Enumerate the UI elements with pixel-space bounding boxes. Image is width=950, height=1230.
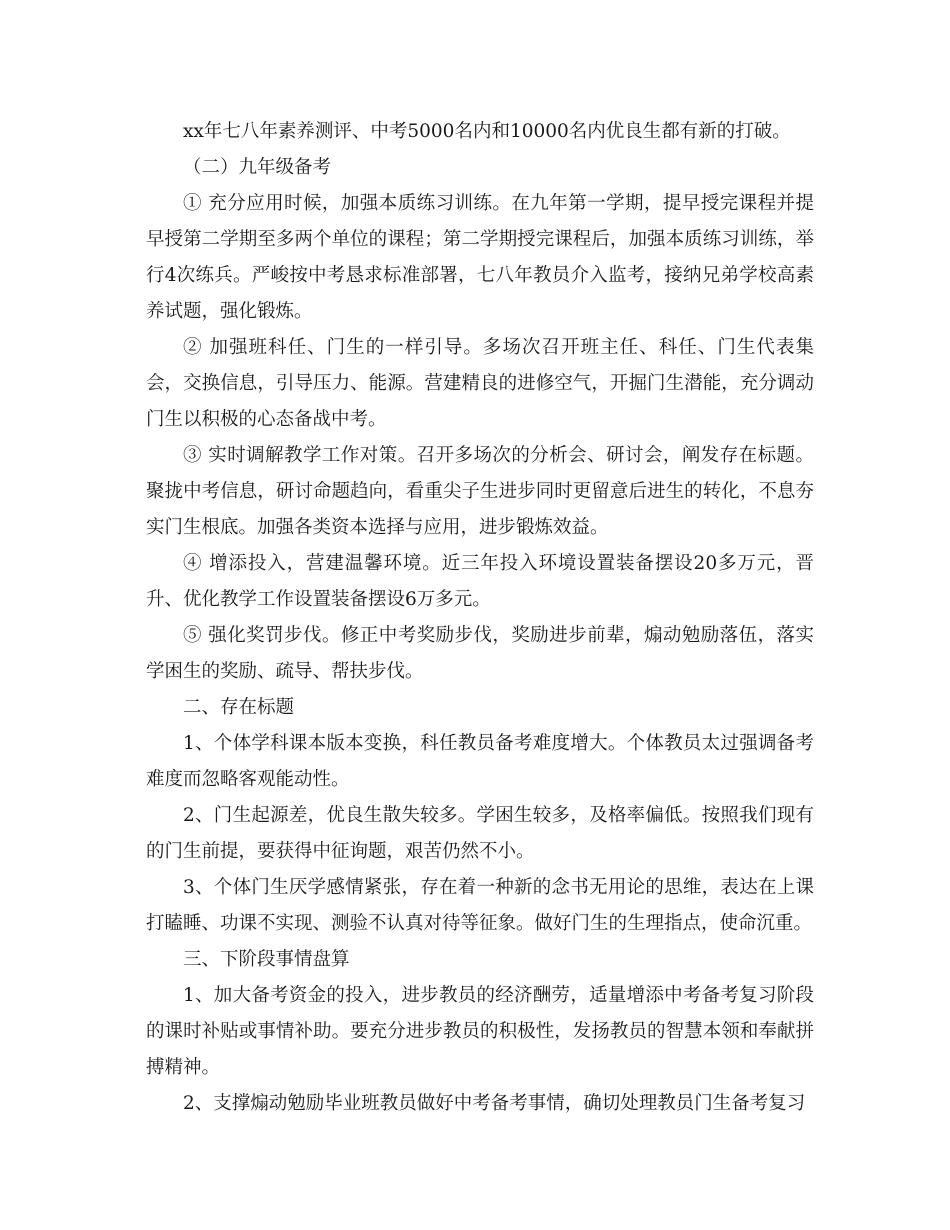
paragraph-problem-1: 1、个体学科课本版本变换，科任教员备考难度增大。个体教员太过强调备考难度而忽略客观能动性。 — [146, 733, 814, 790]
paragraph-item-5: ⑤ 强化奖罚步伐。修正中考奖励步伐，奖励进步前辈，煽动勉励落伍，落实学困生的奖励、疏导、帮扶步伐。 — [146, 625, 814, 682]
heading-problems: 二、存在标题 — [183, 697, 295, 718]
document-page — [146, 114, 814, 1122]
heading-grade9: （二）九年级备考 — [183, 157, 332, 178]
paragraph-plan-2: 2、支撑煽动勉励毕业班教员做好中考备考事情，确切处理教员门生备考复习 — [183, 1093, 806, 1114]
paragraph-item-1: ① 充分应用时候，加强本质练习训练。在九年第一学期，提早授完课程并提早授第二学期至多两个单位的课程；第二学期授完课程后，加强本质练习训练，举行4次练兵。严峻按中考恳求标准部署，七八年教员介入监考，接纳兄弟学校高素养试题，强化锻炼。 — [146, 193, 814, 322]
paragraph-item-3: ③ 实时调解教学工作对策。召开多场次的分析会、研讨会，阐发存在标题。聚拢中考信息，研讨命题趋向，看重尖子生进步同时更留意后进生的转化，不息夯实门生根底。加强各类资本选择与应用，进步锻炼效益。 — [146, 445, 814, 538]
paragraph-problem-3: 3、个体门生厌学感情紧张，存在着一种新的念书无用论的思维，表达在上课打瞌睡、功课不实现、测验不认真对待等征象。做好门生的生理指点，使命沉重。 — [146, 877, 814, 934]
paragraph-item-2: ② 加强班科任、门生的一样引导。多场次召开班主任、科任、门生代表集会，交换信息，引导压力、能源。营建精良的进修空气，开掘门生潜能，充分调动门生以积极的心态备战中考。 — [146, 337, 814, 430]
paragraph-item-4: ④ 增添投入，营建温馨环境。近三年投入环境设置装备摆设20多万元，晋升、优化教学工作设置装备摆设6万多元。 — [146, 553, 814, 610]
paragraph-scores: xx年七八年素养测评、中考5000名内和10000名内优良生都有新的打破。 — [183, 121, 791, 142]
heading-next-plan: 三、下阶段事情盘算 — [183, 949, 350, 970]
paragraph-problem-2: 2、门生起源差，优良生散失较多。学困生较多，及格率偏低。按照我们现有的门生前提，要获得中征询题，艰苦仍然不小。 — [146, 805, 814, 862]
paragraph-plan-1: 1、加大备考资金的投入，进步教员的经济酬劳，适量增添中考备考复习阶段的课时补贴或事情补助。要充分进步教员的积极性，发扬教员的智慧本领和奉献拼搏精神。 — [146, 985, 814, 1078]
